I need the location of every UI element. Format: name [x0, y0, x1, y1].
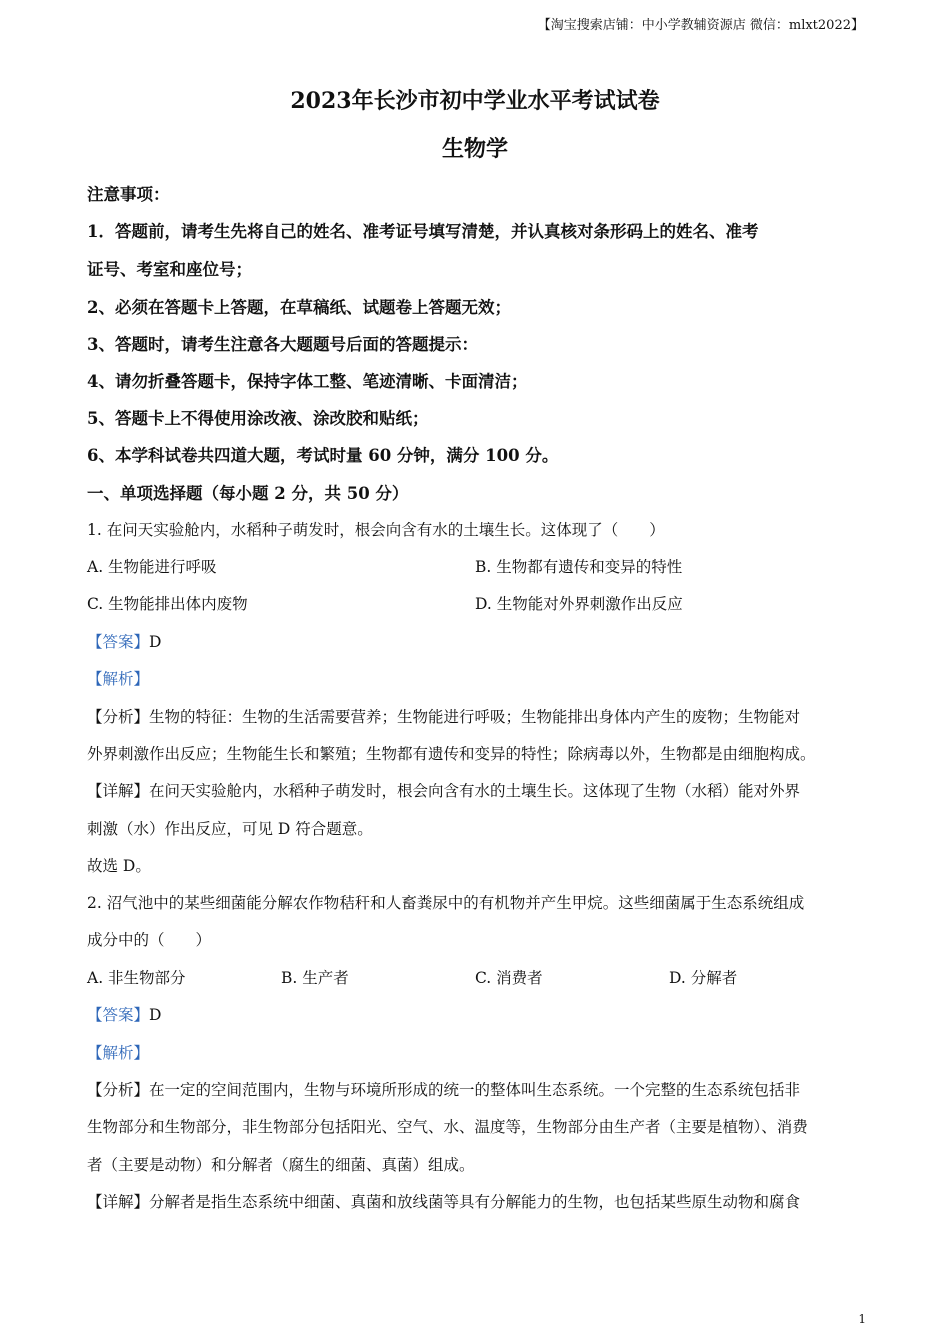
- q2-xiangjie-a: [87, 1190, 800, 1212]
- q2-fenxi-tag: 【分析】: [87, 1081, 150, 1099]
- q1-analysis-tag: 【解析】: [87, 670, 150, 688]
- q2-fenxi-b: 生物部分和生物部分，非生物部分包括阳光、空气、水、温度等，生物部分由生产者（主要是植物）、消费: [87, 1118, 808, 1136]
- q1-xiangjie-a: [87, 779, 800, 801]
- notice-heading: 注意事项：: [87, 185, 170, 204]
- q2-option-b: B. 生产者: [281, 969, 349, 987]
- page-header: 【淘宝搜索店铺：中小学教辅资源店 微信：mlxt2022】: [537, 18, 864, 33]
- page-number: 1: [858, 1312, 866, 1326]
- notice-item-4: 4、请勿折叠答题卡，保持字体工整、笔迹清晰、卡面清洁；: [87, 372, 528, 391]
- q2-fenxi-text: 在一定的空间范围内，生物与环境所形成的统一的整体叫生态系统。一个完整的生态系统包括非: [149, 1081, 801, 1099]
- q1-fenxi-b: 外界刺激作出反应；生物能生长和繁殖；生物都有遗传和变异的特性；除病毒以外，生物都是由细胞构成。: [87, 745, 816, 763]
- q1-xiangjie-tag: 【详解】: [87, 782, 150, 800]
- q1-conclusion: 故选 D。: [87, 857, 151, 875]
- q2-option-d: D. 分解者: [669, 969, 738, 987]
- q1-xiangjie-b: 刺激（水）作出反应，可见 D 符合题意。: [87, 820, 373, 838]
- q2-option-c: C. 消费者: [475, 969, 543, 987]
- q1-fenxi-text: 生物的特征：生物的生活需要营养；生物能进行呼吸；生物能排出身体内产生的废物；生物能对: [149, 708, 801, 726]
- q1-answer-tag: 【答案】: [87, 633, 150, 651]
- q1-answer: [87, 630, 161, 652]
- section-heading: 一、单项选择题（每小题 2 分，共 50 分）: [87, 484, 409, 503]
- notice-item-6: 6、本学科试卷共四道大题，考试时量 60 分钟，满分 100 分。: [87, 446, 559, 465]
- q2-answer-tag: 【答案】: [87, 1006, 150, 1024]
- q1-xiangjie-text: 在问天实验舱内，水稻种子萌发时，根会向含有水的土壤生长。这体现了生物（水稻）能对外界: [149, 782, 801, 800]
- q2-option-a: A. 非生物部分: [87, 969, 186, 987]
- q1-option-d: D. 生物能对外界刺激作出反应: [475, 595, 683, 613]
- q2-answer: [87, 1003, 161, 1025]
- q2-xiangjie-text: 分解者是指生态系统中细菌、真菌和放线菌等具有分解能力的生物，也包括某些原生动物和腐食: [149, 1193, 801, 1211]
- notice-item-5: 5、答题卡上不得使用涂改液、涂改胶和贴纸；: [87, 409, 429, 428]
- q1-option-c: C. 生物能排出体内废物: [87, 595, 248, 613]
- exam-title: 2023年长沙市初中学业水平考试试卷: [290, 88, 660, 114]
- notice-item-1b: 证号、考室和座位号；: [87, 260, 252, 279]
- q1-option-b: B. 生物都有遗传和变异的特性: [475, 558, 683, 576]
- q1-fenxi-tag: 【分析】: [87, 708, 150, 726]
- q1-fenxi-a: [87, 705, 800, 727]
- q1-stem: 1. 在问天实验舱内，水稻种子萌发时，根会向含有水的土壤生长。这体现了（ ）: [87, 521, 665, 539]
- exam-subject: 生物学: [441, 136, 508, 162]
- notice-item-1a: 1．答题前，请考生先将自己的姓名、准考证号填写清楚，并认真核对条形码上的姓名、准考: [87, 222, 759, 241]
- q2-xiangjie-tag: 【详解】: [87, 1193, 150, 1211]
- q2-stem-a: 2. 沼气池中的某些细菌能分解农作物秸秆和人畜粪尿中的有机物并产生甲烷。这些细菌属于生态系统组成: [87, 894, 805, 912]
- notice-item-3: 3、答题时，请考生注意各大题题号后面的答题提示：: [87, 335, 478, 354]
- q2-answer-value: D: [149, 1006, 162, 1024]
- q2-fenxi-c: 者（主要是动物）和分解者（腐生的细菌、真菌）组成。: [87, 1156, 475, 1174]
- q2-analysis-tag: 【解析】: [87, 1044, 150, 1062]
- q2-stem-b: 成分中的（ ）: [87, 931, 212, 949]
- q1-option-a: A. 生物能进行呼吸: [87, 558, 217, 576]
- notice-item-2: 2、必须在答题卡上答题，在草稿纸、试题卷上答题无效；: [87, 298, 511, 317]
- q2-fenxi-a: [87, 1078, 800, 1100]
- q1-answer-value: D: [149, 633, 162, 651]
